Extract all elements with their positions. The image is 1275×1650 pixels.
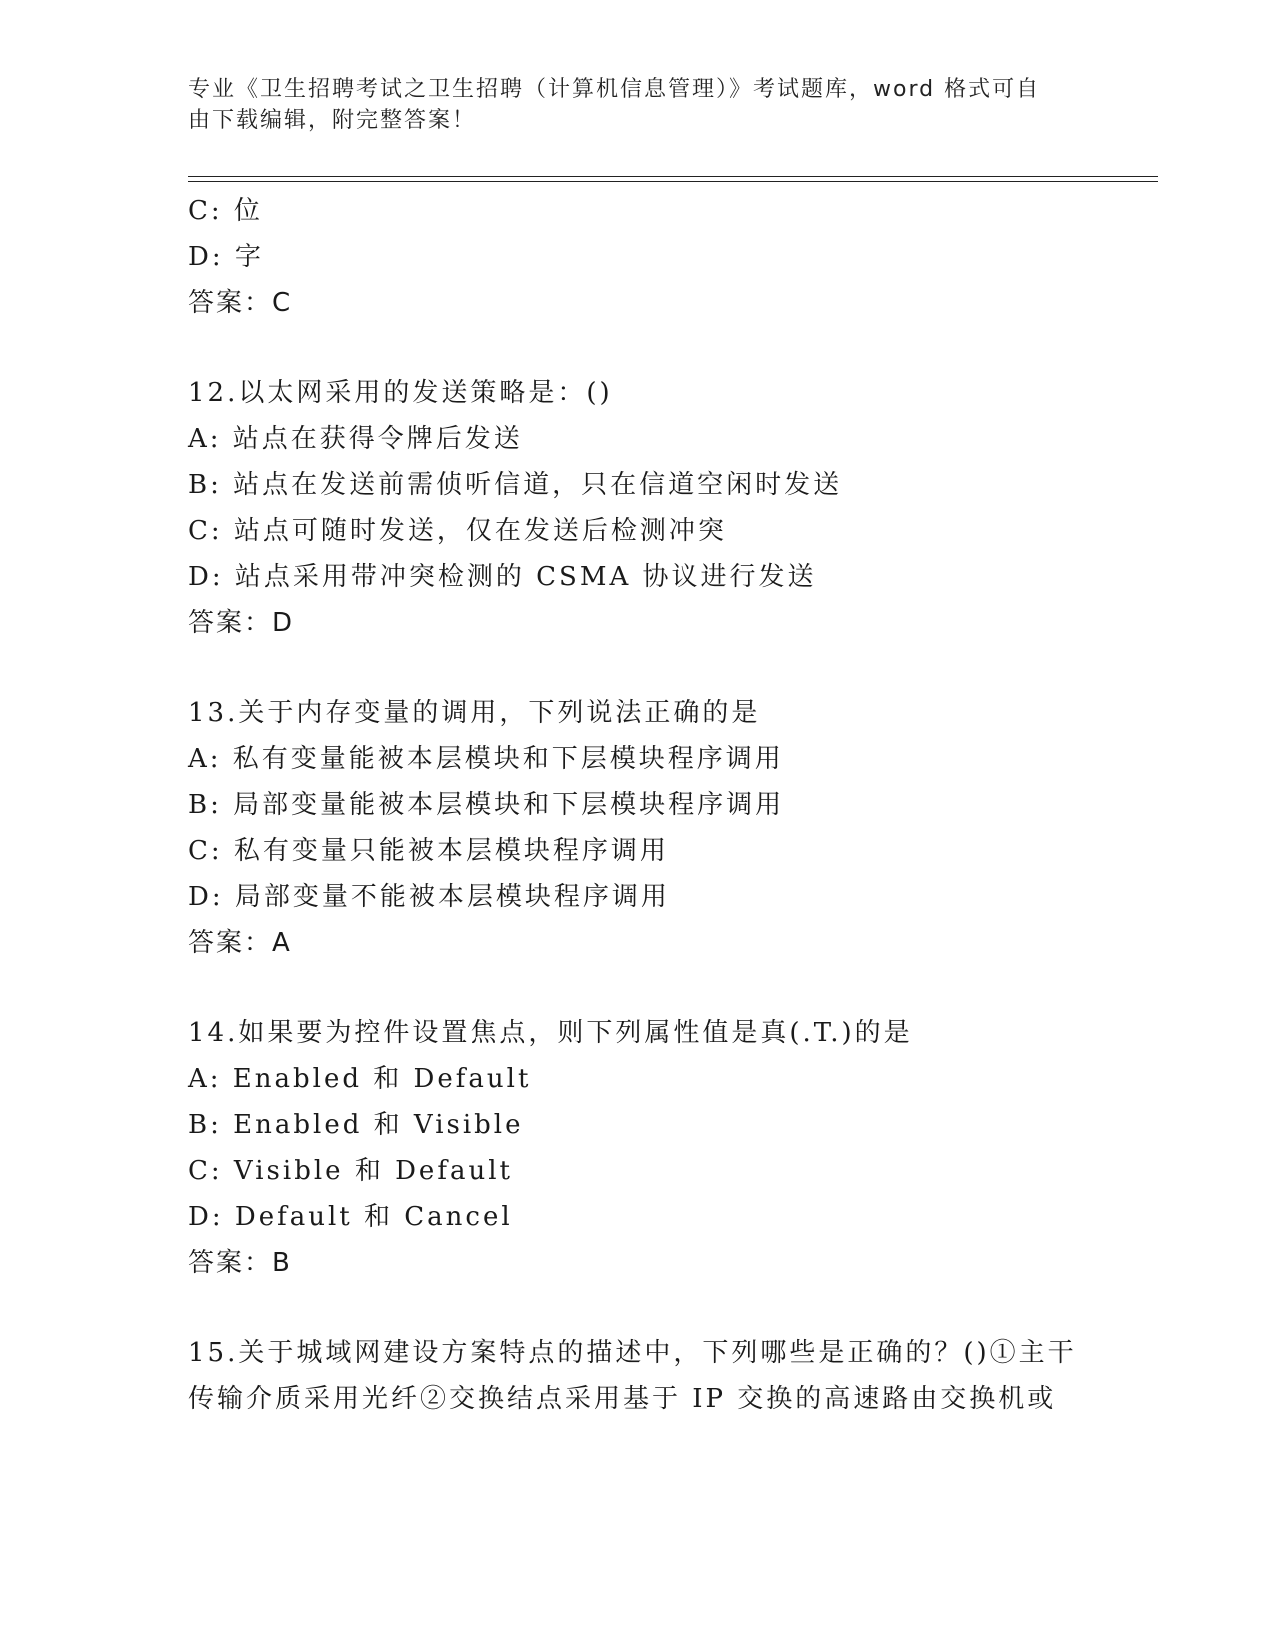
option-d: D: 局部变量不能被本层模块程序调用 (188, 882, 670, 912)
header-line-1: 专业《卫生招聘考试之卫生招聘（计算机信息管理）》考试题库，word 格式可自 (188, 77, 1041, 102)
answer-line: 答案：C (188, 288, 293, 318)
question-stem: 12.以太网采用的发送策略是：() (188, 378, 613, 408)
question-12 (188, 370, 1138, 646)
option-d: D: 站点采用带冲突检测的 CSMA 协议进行发送 (188, 562, 817, 592)
option-c: C: 位 (188, 196, 263, 226)
option-a: A: 私有变量能被本层模块和下层模块程序调用 (188, 744, 784, 774)
answer-line: 答案：A (188, 928, 292, 958)
question-stem-line-1: 15.关于城域网建设方案特点的描述中，下列哪些是正确的？()①主干 (188, 1338, 1077, 1368)
document-body (188, 188, 1138, 1422)
spacer (188, 326, 1138, 370)
option-d: D: 字 (188, 242, 264, 272)
document-header (188, 74, 1068, 136)
spacer (188, 966, 1138, 1010)
header-line-2: 由下载编辑，附完整答案！ (188, 108, 477, 133)
option-b: B: Enabled 和 Visible (188, 1110, 524, 1140)
question-stem: 14.如果要为控件设置焦点，则下列属性值是真(.T.)的是 (188, 1018, 913, 1048)
spacer (188, 1286, 1138, 1330)
option-b: B: 站点在发送前需侦听信道，只在信道空闲时发送 (188, 470, 843, 500)
answer-line: 答案：B (188, 1248, 292, 1278)
option-a: A: 站点在获得令牌后发送 (188, 424, 523, 454)
header-divider-bottom (188, 181, 1158, 182)
spacer (188, 646, 1138, 690)
question-13 (188, 690, 1138, 966)
option-c: C: Visible 和 Default (188, 1156, 513, 1186)
option-c: C: 站点可随时发送，仅在发送后检测冲突 (188, 516, 727, 546)
question-stem-line-2: 传输介质采用光纤②交换结点采用基于 IP 交换的高速路由交换机或 (188, 1384, 1057, 1414)
question-15 (188, 1330, 1138, 1422)
header-divider-top (188, 176, 1158, 177)
answer-line: 答案：D (188, 608, 295, 638)
question-11-tail (188, 188, 1138, 326)
option-b: B: 局部变量能被本层模块和下层模块程序调用 (188, 790, 785, 820)
option-d: D: Default 和 Cancel (188, 1202, 513, 1232)
option-a: A: Enabled 和 Default (188, 1064, 532, 1094)
question-14 (188, 1010, 1138, 1286)
question-stem: 13.关于内存变量的调用，下列说法正确的是 (188, 698, 761, 728)
option-c: C: 私有变量只能被本层模块程序调用 (188, 836, 669, 866)
